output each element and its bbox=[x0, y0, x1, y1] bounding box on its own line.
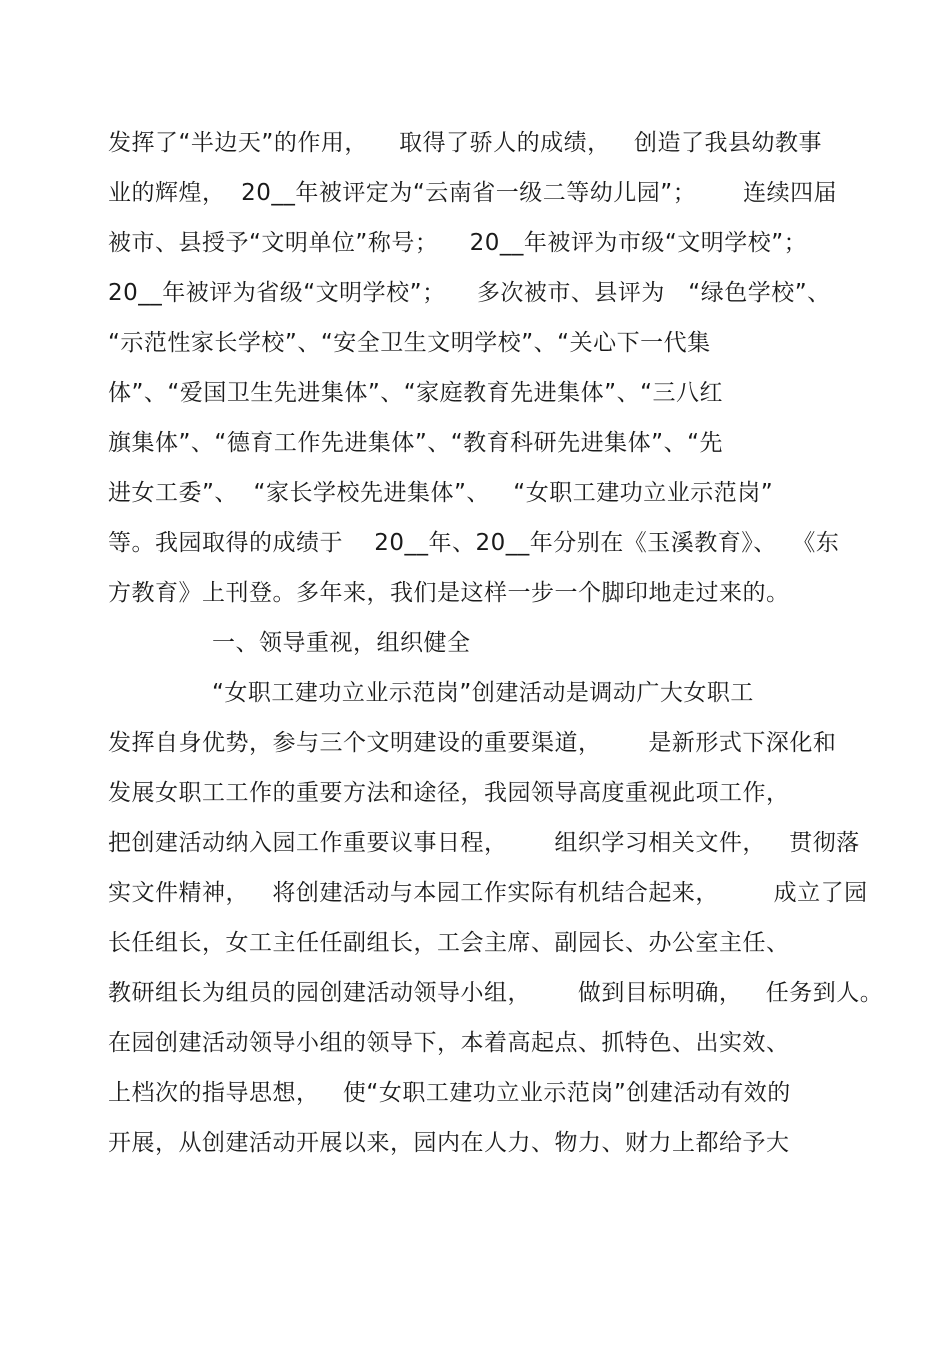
paragraph-line: 实文件精神， 将创建活动与本园工作实际有机结合起来， 成立了园 bbox=[108, 880, 868, 906]
body-text-line: 进女工委”、 “家长学校先进集体”、 “女职工建功立业示范岗” bbox=[108, 480, 774, 506]
paragraph-line: 长任组长，女工主任任副组长，工会主席、副园长、办公室主任、 bbox=[108, 930, 790, 956]
body-text-line: 体”、“爱国卫生先进集体”、“家庭教育先进集体”、“三八红 bbox=[108, 380, 723, 406]
paragraph-line: 在园创建活动领导小组的领导下，本着高起点、抓特色、出实效、 bbox=[108, 1030, 790, 1056]
paragraph-line: 开展，从创建活动开展以来，园内在人力、物力、财力上都给予大 bbox=[108, 1130, 790, 1156]
paragraph-line: 发展女职工工作的重要方法和途径，我园领导高度重视此项工作， bbox=[108, 780, 790, 806]
body-text-line: 旗集体”、“德育工作先进集体”、“教育科研先进集体”、“先 bbox=[108, 430, 723, 456]
paragraph-line: 把创建活动纳入园工作重要议事日程， 组织学习相关文件， 贯彻落 bbox=[108, 830, 860, 856]
paragraph-line: 上档次的指导思想， 使“女职工建功立业示范岗”创建活动有效的 bbox=[108, 1080, 791, 1106]
paragraph-line: “女职工建功立业示范岗”创建活动是调动广大女职工 bbox=[212, 680, 754, 706]
body-text-line: 方教育》上刊登。多年来，我们是这样一步一个脚印地走过来的。 bbox=[108, 580, 790, 606]
body-text-line: 被市、县授予“文明单位”称号； 20__年被评为市级“文明学校”； bbox=[108, 230, 808, 256]
section-heading: 一、领导重视，组织健全 bbox=[212, 630, 471, 656]
body-text-line: “示范性家长学校”、“安全卫生文明学校”、“关心下一代集 bbox=[108, 330, 711, 356]
body-text-line: 等。我园取得的成绩于 20__年、20__年分别在《玉溪教育》、 《东 bbox=[108, 530, 840, 556]
body-text-line: 20__年被评为省级“文明学校”； 多次被市、县评为 “绿色学校”、 bbox=[108, 280, 831, 306]
body-text-line: 发挥了“半边天”的作用， 取得了骄人的成绩， 创造了我县幼教事 bbox=[108, 130, 823, 156]
paragraph-line: 教研组长为组员的园创建活动领导小组， 做到目标明确， 任务到人。 bbox=[108, 980, 884, 1006]
body-text-line: 业的辉煌， 20__年被评定为“云南省一级二等幼儿园”； 连续四届 bbox=[108, 180, 838, 206]
paragraph-line: 发挥自身优势，参与三个文明建设的重要渠道， 是新形式下深化和 bbox=[108, 730, 837, 756]
